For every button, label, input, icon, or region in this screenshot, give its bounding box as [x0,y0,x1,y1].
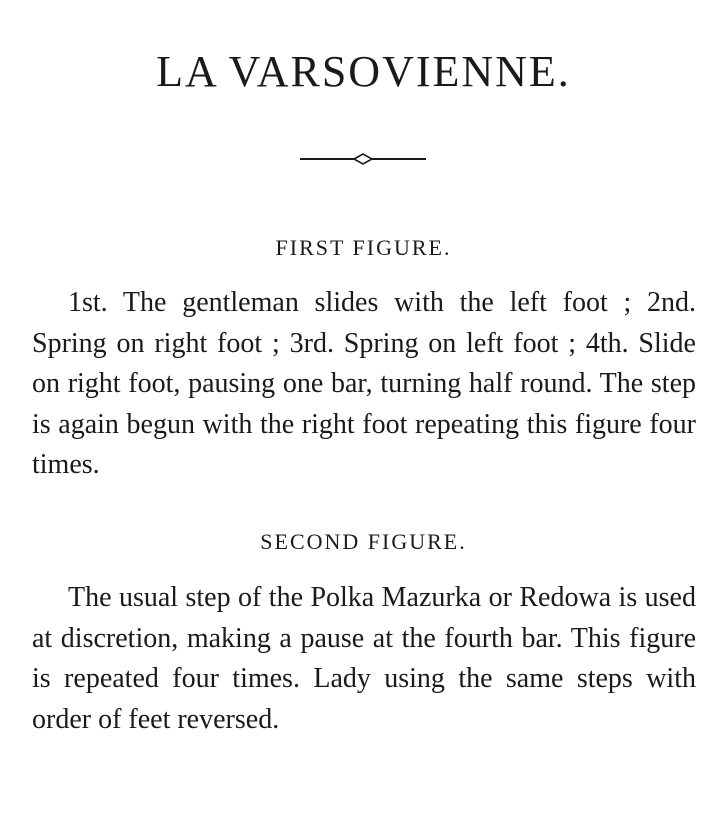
diamond-rule-ornament-icon [300,151,426,167]
first-figure-heading: FIRST FIGURE. [275,235,452,260]
second-figure-heading: SECOND FIGURE. [260,529,467,554]
first-figure-text: 1st. The gentleman slides with the left foot ; 2nd. Spring on right foot ; 3rd. Spring on left foot ; 4th. Slide on right foot, pausing one bar, turning half round. The step is again begun with the right foot repeating this figure four times. [32,287,696,480]
second-figure-text: The usual step of the Polka Mazurka or Redowa is used at discretion, making a pause at the fourth bar. This figure is repeated four times. Lady using the same steps with order of feet reversed. [32,582,696,735]
page-title: LA VARSOVIENNE. [156,47,571,96]
first-figure-paragraph [32,283,696,486]
second-figure-paragraph [32,578,696,740]
